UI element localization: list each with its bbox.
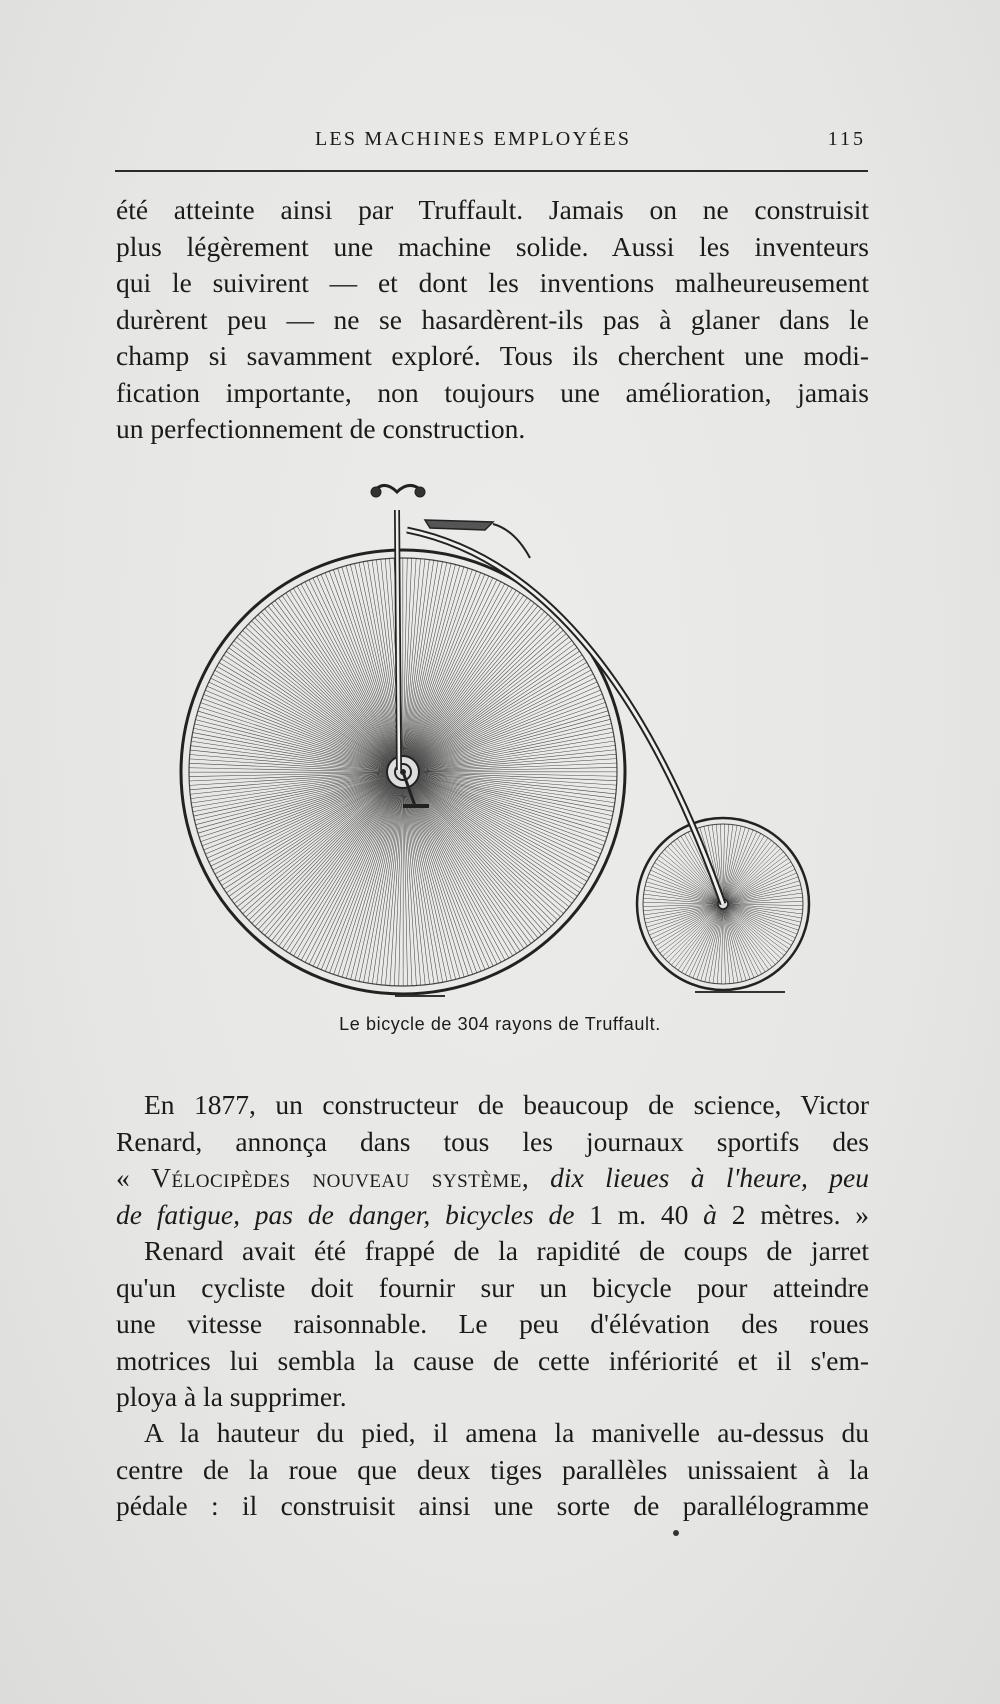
paragraph-1	[116, 192, 869, 448]
text-line: pédale : il construisit ainsi une sorte de parallélogramme	[116, 1490, 869, 1521]
smallcaps-phrase: Vélocipèdes nouveau système	[151, 1162, 522, 1193]
text-line: plus légèrement une machine solide. Aussi les inventeurs	[116, 230, 869, 262]
paragraph-2	[116, 1087, 869, 1233]
page-number: 115	[827, 128, 866, 150]
running-title: LES MACHINES EMPLOYÉES	[315, 128, 632, 150]
text-line: En 1877, un constructeur de beaucoup de science, Victor	[144, 1089, 869, 1120]
text-line: qu'un cycliste doit fournir sur un bicycle pour atteindre	[116, 1271, 869, 1303]
text-line: ploya à la supprimer.	[116, 1381, 347, 1412]
paragraph-4	[116, 1415, 869, 1525]
measure: 1 m. 40	[589, 1198, 704, 1230]
text-line: une vitesse raisonnable. Le peu d'élévation des roues	[116, 1308, 869, 1339]
text-line: été atteinte ainsi par Truffault. Jamais on ne construisit	[116, 194, 869, 225]
text-line: Renard avait été frappé de la rapidité de coups de jarret	[144, 1235, 869, 1266]
text-line	[116, 1160, 869, 1197]
ink-speck	[673, 1530, 679, 1536]
paragraph-3	[116, 1233, 869, 1416]
figure-caption: Le bicycle de 304 rayons de Truffault.	[339, 1014, 661, 1034]
penny-farthing-bicycle-icon	[175, 480, 815, 1000]
text-line	[116, 1197, 869, 1234]
quote-open: «	[116, 1162, 152, 1193]
italic-phrase: à	[703, 1198, 732, 1230]
measure: 2 mètres. »	[731, 1198, 869, 1230]
italic-phrase: de fatigue, pas de danger, bicycles de	[116, 1198, 590, 1230]
header-rule	[115, 170, 868, 172]
text-line: fication importante, non toujours une amélioration, jamais	[116, 376, 869, 408]
comma: ,	[521, 1162, 551, 1193]
text-line: champ si savamment exploré. Tous ils cherchent une modi-	[116, 340, 869, 371]
text-line: un perfectionnement de construction.	[116, 413, 526, 444]
text-line: Renard, annonça dans tous les journaux sportifs des	[116, 1125, 869, 1157]
running-head	[115, 128, 870, 158]
italic-phrase: dix lieues à l'heure, peu	[550, 1162, 870, 1193]
text-line: A la hauteur du pied, il amena la manivelle au-dessus du	[144, 1417, 869, 1448]
text-line: qui le suivirent — et dont les inventions malheureusement	[116, 267, 869, 298]
text-line: centre de la roue que deux tiges parallèles unissaient à la	[116, 1453, 869, 1485]
text-line: motrices lui sembla la cause de cette infériorité et il s'em-	[116, 1344, 869, 1376]
text-line: durèrent peu — ne se hasardèrent-ils pas à glaner dans le	[116, 303, 869, 335]
